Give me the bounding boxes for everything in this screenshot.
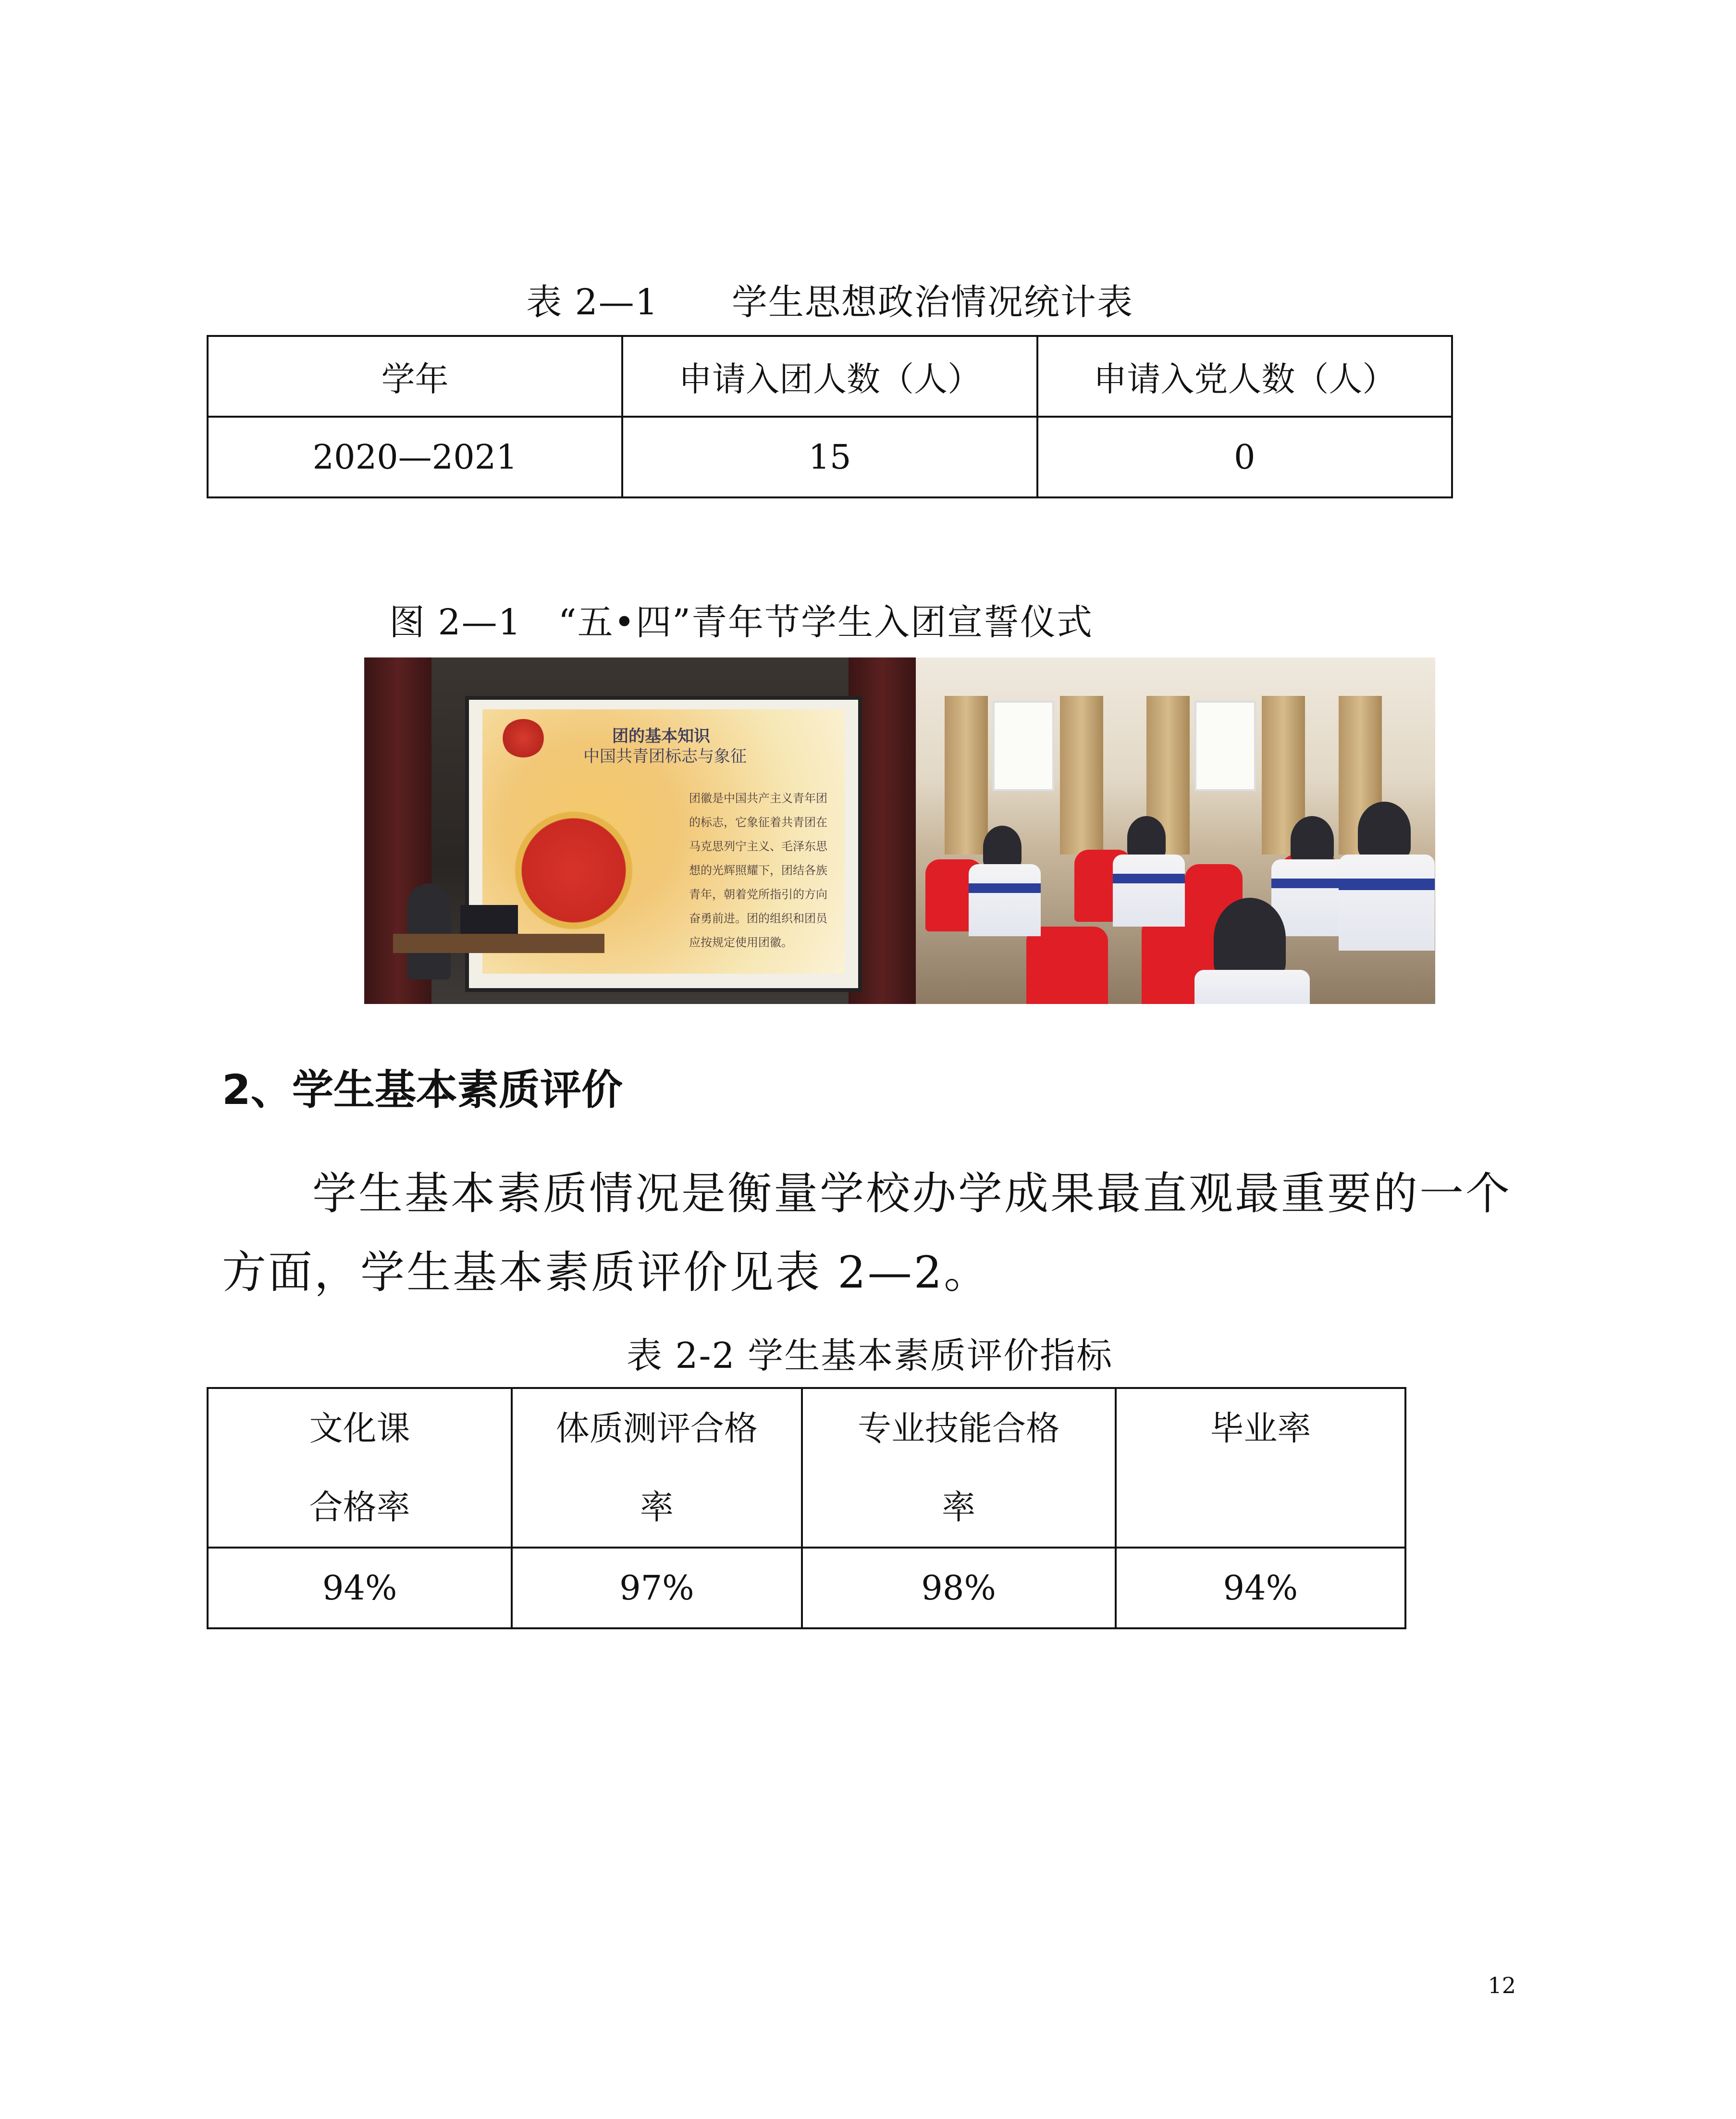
header-line: 专业技能合格 <box>858 1409 1060 1448</box>
header-line: 率 <box>942 1487 976 1527</box>
window <box>1194 701 1256 791</box>
speaker-figure <box>407 883 451 979</box>
student-uniform <box>1339 855 1435 951</box>
desk <box>393 934 604 953</box>
table-cell: 94% <box>208 1548 512 1628</box>
student-uniform <box>1194 970 1310 1004</box>
student-figure <box>1291 816 1334 864</box>
curtain-decoration <box>945 696 988 855</box>
flower-icon <box>502 719 545 757</box>
table-row <box>208 417 1452 497</box>
table1-student-political-stats <box>207 335 1453 498</box>
table-header-row <box>208 336 1452 417</box>
page-number: 12 <box>1488 1972 1516 1998</box>
table-cell: 98% <box>802 1548 1116 1628</box>
table-header-cell <box>802 1388 1116 1548</box>
table2-quality-indicators <box>207 1387 1406 1629</box>
student-uniform <box>1113 855 1185 927</box>
student-figure <box>1127 816 1166 859</box>
header-line: 合格率 <box>309 1487 410 1527</box>
table-header-row <box>208 1388 1405 1548</box>
table-cell: 15 <box>622 417 1037 497</box>
table1-caption: 表 2—1 学生思想政治情况统计表 <box>526 282 1133 323</box>
header-line: 率 <box>640 1487 674 1527</box>
student-uniform <box>969 864 1041 936</box>
figure1-caption: 图 2—1 “五•四”青年节学生入团宣誓仪式 <box>389 602 1093 643</box>
curtain-decoration <box>1060 696 1103 855</box>
student-figure <box>983 826 1022 869</box>
table-cell: 0 <box>1037 417 1452 497</box>
table-header-cell <box>208 1388 512 1548</box>
header-line: 毕业率 <box>1210 1409 1311 1448</box>
uniform-stripe <box>969 883 1041 893</box>
laptop-icon <box>460 905 518 936</box>
uniform-stripe <box>1339 879 1435 890</box>
table-header-cell: 申请入党人数（人） <box>1037 336 1452 417</box>
body-paragraph: 学生基本素质情况是衡量学校办学成果最直观最重要的一个方面，学生基本素质评价见表 2—2。 <box>222 1168 1512 1298</box>
slide-title: 团的基本知识 <box>612 727 710 746</box>
red-seat <box>1026 927 1108 1004</box>
table-header-cell: 申请入团人数（人） <box>622 336 1037 417</box>
photo-lecture-slide <box>364 657 916 1004</box>
table-row <box>208 1548 1405 1628</box>
league-emblem-icon <box>502 810 646 930</box>
slide-subtitle: 中国共青团标志与象征 <box>583 747 747 766</box>
photo-students-auditorium <box>916 657 1435 1004</box>
uniform-stripe <box>1113 874 1185 883</box>
table2-caption: 表 2-2 学生基本素质评价指标 <box>626 1335 1113 1376</box>
table-cell: 94% <box>1116 1548 1405 1628</box>
slide-body: 团徽是中国共产主义青年团的标志，它象征着共青团在马克思列宁主义、毛泽东思想的光辉照耀下，团结各族青年，朝着党所指引的方向奋勇前进。团的组织和团员应按规定使用团徽。 <box>689 792 827 949</box>
student-figure <box>1358 802 1411 859</box>
table-cell: 97% <box>512 1548 801 1628</box>
section-heading: 2、学生基本素质评价 <box>222 1066 623 1114</box>
student-figure <box>1214 898 1286 979</box>
header-line: 体质测评合格 <box>555 1409 758 1448</box>
table-header-cell: 学年 <box>208 336 622 417</box>
table-header-cell <box>1116 1388 1405 1548</box>
window <box>993 701 1054 791</box>
header-line: 文化课 <box>309 1409 410 1448</box>
table-header-cell <box>512 1388 801 1548</box>
table-cell: 2020—2021 <box>208 417 622 497</box>
